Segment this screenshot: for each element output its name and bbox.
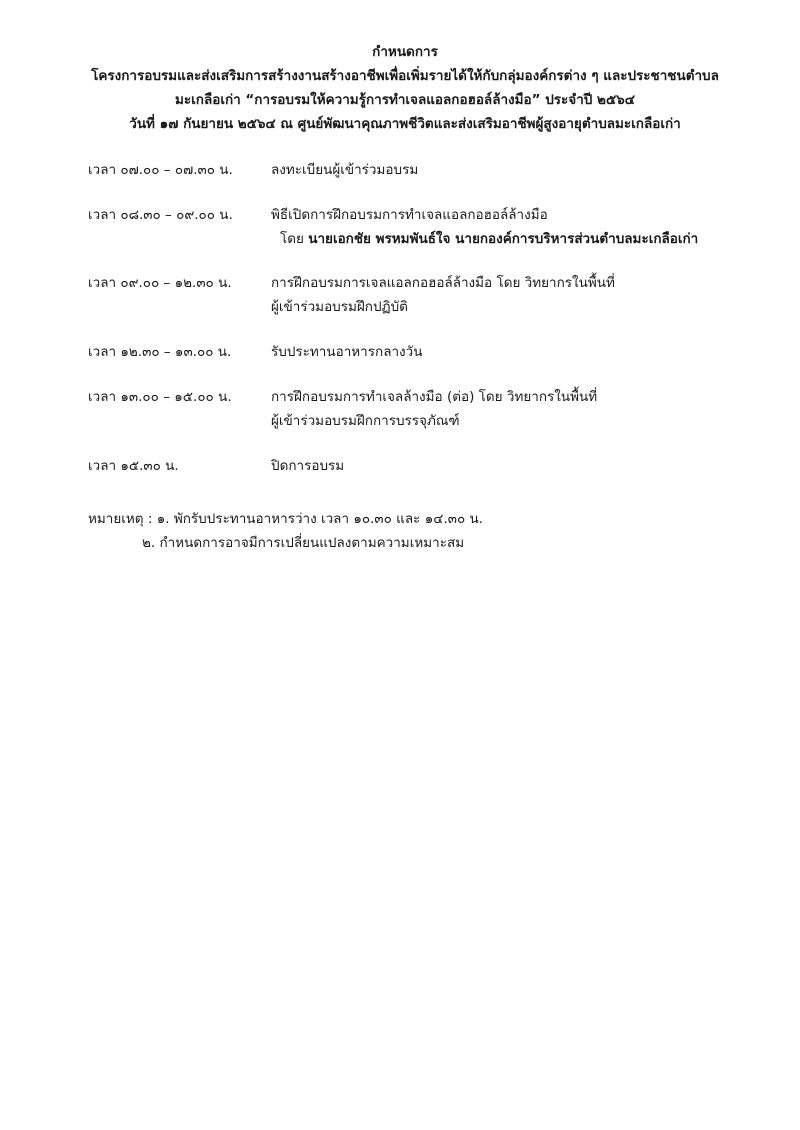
activity-line: ผู้เข้าร่วมอบรมฝึกการบรรจุภัณฑ์	[271, 413, 460, 429]
schedule-time: เวลา ๑๕.๓๐ น.	[88, 458, 179, 474]
document-title: กำหนดการ	[372, 44, 438, 60]
activity-line: ปิดการอบรม	[271, 458, 345, 474]
activity-line: พิธีเปิดการฝึกอบรมการทำเจลแอลกอฮอล์ล้างมือ	[271, 207, 548, 223]
activity-presider-line	[271, 227, 698, 251]
presider-prefix: โดย	[280, 231, 309, 247]
schedule-activity	[271, 385, 597, 433]
schedule-item-registration	[88, 158, 768, 182]
schedule-activity	[271, 454, 344, 478]
event-date-location: วันที่ ๑๗ กันยายน ๒๕๖๔ ณ ศูนย์พัฒนาคุณภาพชีวิตและส่งเสริมอาชีพผู้สูงอายุตำบลมะเกลือเก่า	[129, 116, 681, 132]
schedule-item-training-morning	[88, 271, 768, 319]
activity-line: ลงทะเบียนผู้เข้าร่วมอบรม	[271, 162, 419, 178]
schedule-item-closing	[88, 454, 768, 478]
presider-name: นายเอกชัย พรหมพันธ์ใจ นายกองค์การบริหารส่วนตำบลมะเกลือเก่า	[308, 231, 699, 247]
remark-line-2: ๒. กำหนดการอาจมีการเปลี่ยนแปลงตามความเหมาะสม	[142, 535, 465, 551]
schedule-item-lunch	[88, 340, 768, 364]
document-header	[60, 40, 750, 136]
schedule-list	[88, 158, 768, 478]
schedule-time: เวลา ๑๒.๓๐ – ๑๓.๐๐ น.	[88, 344, 232, 360]
activity-line: ผู้เข้าร่วมอบรมฝึกปฏิบัติ	[271, 299, 408, 315]
schedule-time: เวลา ๐๗.๐๐ – ๐๗.๓๐ น.	[88, 162, 233, 178]
project-title-line-1: โครงการอบรมและส่งเสริมการสร้างงานสร้างอาชีพเพื่อเพิ่มรายได้ให้กับกลุ่มองค์กรต่าง ๆ และประชาชนตำบล	[91, 68, 719, 84]
remark-line-1: หมายเหตุ : ๑. พักรับประทานอาหารว่าง เวลา ๑๐.๓๐ และ ๑๔.๓๐ น.	[88, 511, 484, 527]
remarks	[88, 507, 708, 555]
schedule-activity	[271, 203, 698, 251]
schedule-item-training-afternoon	[88, 385, 768, 433]
schedule-time: เวลา ๐๙.๐๐ – ๑๒.๓๐ น.	[88, 275, 232, 291]
schedule-activity	[271, 271, 615, 319]
activity-line: รับประทานอาหารกลางวัน	[271, 344, 423, 360]
activity-line: การฝึกอบรมการทำเจลล้างมือ (ต่อ) โดย วิทยากรในพื้นที่	[271, 389, 598, 405]
schedule-time: เวลา ๑๓.๐๐ – ๑๕.๐๐ น.	[88, 389, 232, 405]
project-title-line-2: มะเกลือเก่า “การอบรมให้ความรู้การทำเจลแอลกอฮอล์ล้างมือ” ประจำปี ๒๕๖๔	[175, 92, 635, 108]
schedule-activity	[271, 340, 422, 364]
activity-line: การฝึกอบรมการเจลแอลกอฮอล์ล้างมือ โดย วิทยากรในพื้นที่	[271, 275, 615, 291]
schedule-item-opening	[88, 203, 768, 251]
schedule-activity	[271, 158, 418, 182]
schedule-time: เวลา ๐๘.๓๐ – ๐๙.๐๐ น.	[88, 207, 233, 223]
